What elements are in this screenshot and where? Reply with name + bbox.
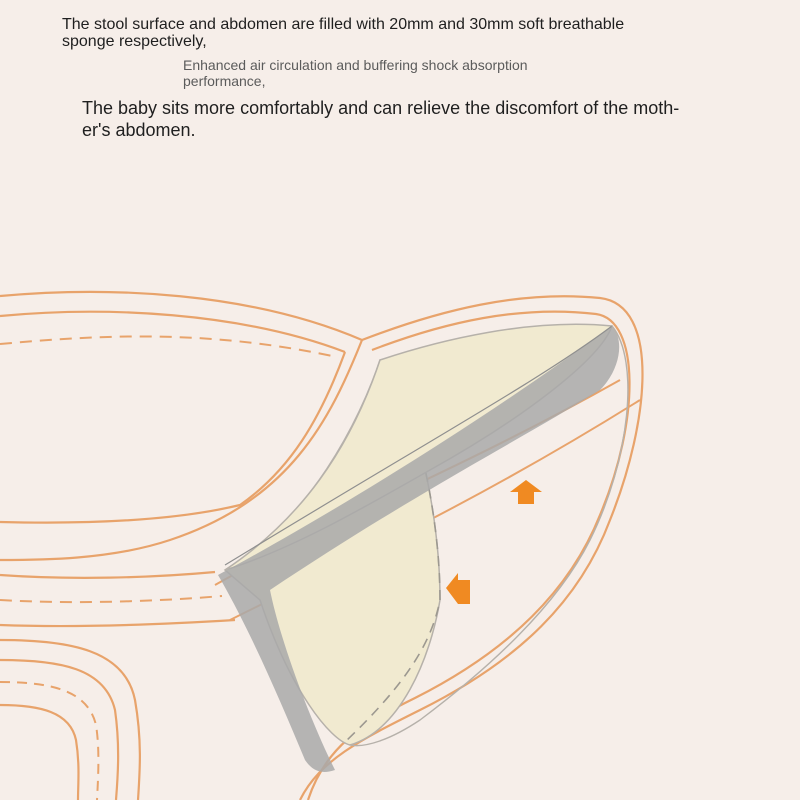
subline-text: Enhanced air circulation and buffering shock absorption performance, (183, 57, 528, 89)
benefit-text: The baby sits more comfortably and can relieve the discomfort of the moth- er's abdomen. (82, 98, 680, 140)
pressure-arrow-up-icon (510, 480, 542, 504)
headline-text: The stool surface and abdomen are filled with 20mm and 30mm soft breathable sponge respectively, (62, 16, 625, 50)
pressure-arrow-left-icon (446, 573, 470, 604)
lower-strap-outline (0, 640, 140, 800)
